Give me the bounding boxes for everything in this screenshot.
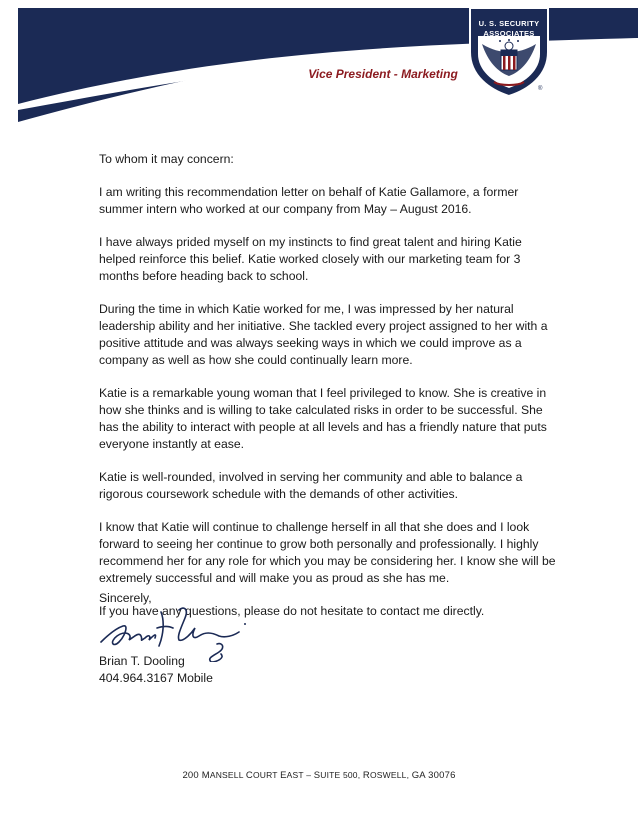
registered-mark: ®: [538, 86, 543, 92]
letterhead-title: Vice President - Marketing: [308, 67, 458, 81]
logo-line-1: U. S. SECURITY: [478, 19, 540, 28]
signer-name: Brian T. Dooling: [99, 654, 185, 668]
company-logo: [466, 6, 552, 98]
address-part: OURT: [252, 770, 281, 780]
paragraph-recommendation: I know that Katie will continue to challenge herself in all that she does and I look forward to seeing her continue to grow both personally and professionally. I highly recommend her for any role for which you may be considering her. I know she will be extremely successful and will make you as proud as she has me.: [99, 520, 556, 585]
salutation: To whom it may concern:: [99, 152, 234, 166]
address-part: OSWELL,: [369, 770, 412, 780]
signature-block: [99, 590, 213, 685]
closing: Sincerely,: [99, 591, 152, 605]
address-part: 200 M: [182, 770, 210, 781]
paragraph-character: Katie is a remarkable young woman that I feel privileged to know. She is creative in how she thinks and is willing to take calculated risks in order to be successful. She has the ability to interact with people at all levels and has a friendly nature that puts everyone instantly at ease.: [99, 386, 547, 451]
address-part: C: [245, 770, 253, 781]
footer-address: [0, 770, 638, 781]
paragraph-well-rounded: Katie is well-rounded, involved in serving her community and able to balance a rigorous coursework schedule with the demands of other activities.: [99, 470, 523, 501]
paragraph-leadership: During the time in which Katie worked for me, I was impressed by her natural leadership ability and her initiative. She tackled every project assigned to her with a positive attitude and was always seeking ways in which we could improve as a company as well as how she could continually learn more.: [99, 302, 548, 367]
address-part: E: [280, 770, 287, 781]
address-part: ANSELL: [209, 770, 246, 780]
address-part: R: [362, 770, 370, 781]
address-part: S: [313, 770, 321, 781]
paragraph-talent: I have always prided myself on my instincts to find great talent and hiring Katie helped reinforce this belief. Katie worked closely with our marketing team for 3 months before heading back to school.: [99, 235, 522, 283]
logo-line-2: ASSOCIATES: [483, 29, 535, 38]
letter-body: [99, 151, 559, 636]
address-part: AST –: [286, 770, 314, 780]
signer-phone: 404.964.3167 Mobile: [99, 671, 213, 685]
address-part: GA 30076: [411, 770, 456, 781]
paragraph-intro: I am writing this recommendation letter on behalf of Katie Gallamore, a former summer intern who worked at our company from May – August 2016.: [99, 185, 519, 216]
paragraph-contact: If you have any questions, please do not hesitate to contact me directly.: [99, 604, 485, 618]
address-part: UITE 500,: [320, 770, 363, 780]
